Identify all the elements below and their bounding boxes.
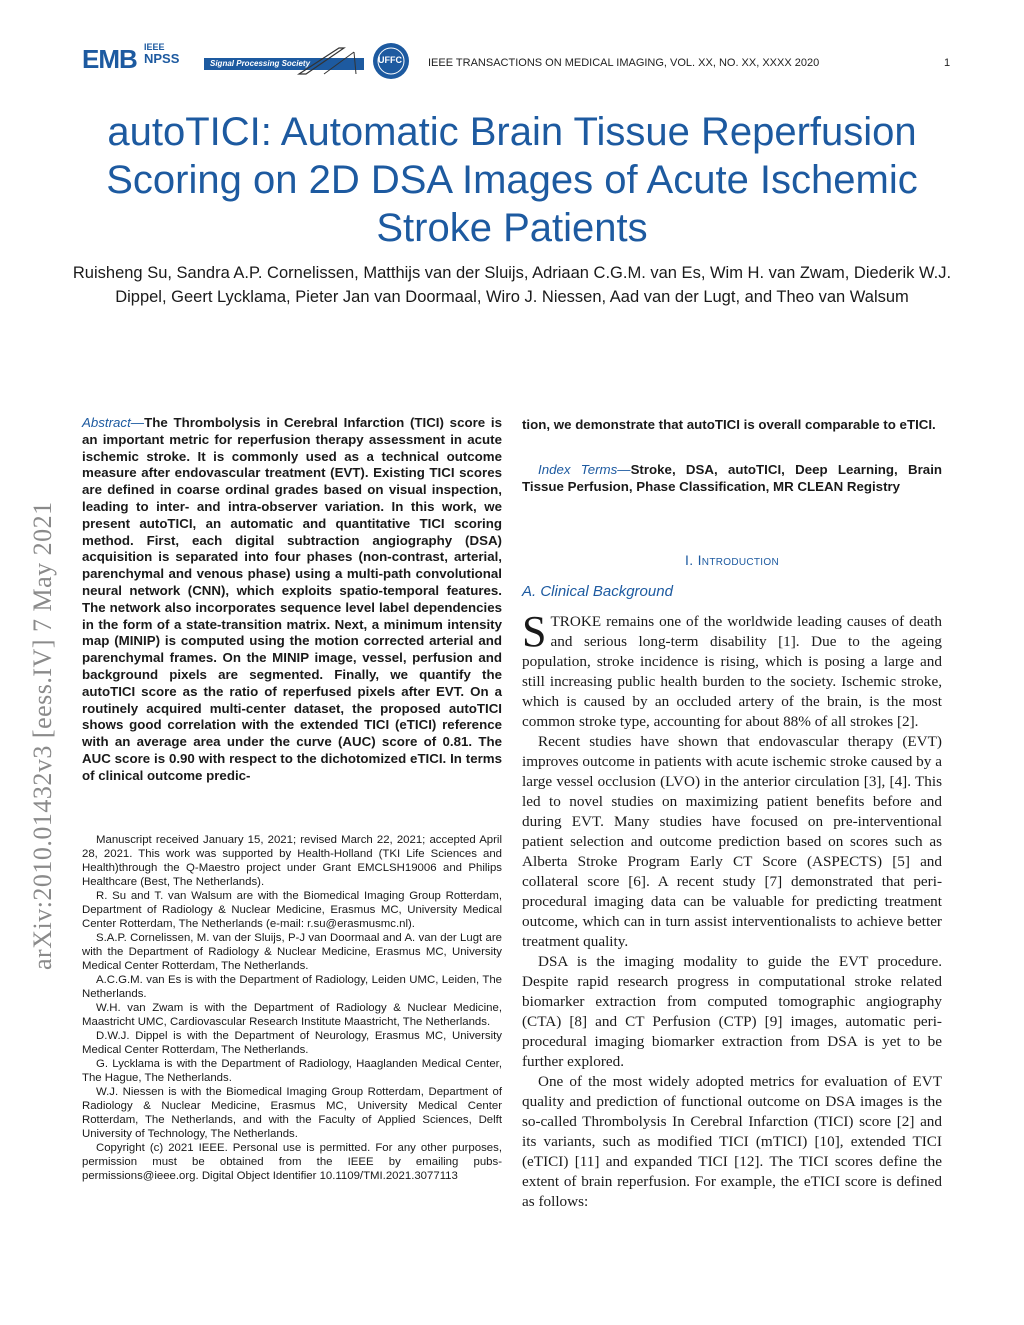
footnote-affiliation: R. Su and T. van Walsum are with the Biomedical Imaging Group Rotterdam, Department of Radiology & Nuclear Medicine, Erasmus MC, University Medical Center Rotterdam, The Netherlands (e-mail: r.su@erasmusmc.nl). <box>82 890 502 930</box>
footnotes <box>82 833 502 1183</box>
section-heading <box>522 552 942 568</box>
body-text <box>522 607 942 1212</box>
emb-logo: EMB <box>82 44 137 74</box>
paragraph: DSA is the imaging modality to guide the EVT procedure. Despite rapid research progress in computational stroke related biomarker extraction from computed tomographic angiography (CTA) [8] and CT Perfusion (CTP) [9] images, automatic peri-procedural imaging biomarker extraction from DSA is yet to be further explored. <box>522 953 942 1070</box>
paper-title: autoTICI: Automatic Brain Tissue Reperfusion Scoring on 2D DSA Images of Acute Ischemic Stroke Patients <box>106 110 918 250</box>
signal-processing-society-logo <box>204 44 374 80</box>
paragraph-text: remains one of the worldwide leading causes of death and serious long-term disability [1]. Due to the ageing population, stroke incidence is rising, which is posing a large and still increasing public health burden to the society. Ischemic stroke, which is caused by an occluded artery of the brain, is the most common stroke type, accounting for about 88% of all strokes [2]. <box>522 613 942 730</box>
abstract-label: Abstract— <box>82 415 145 430</box>
footnote-affiliation: A.C.G.M. van Es is with the Department of Radiology, Leiden UMC, Leiden, The Netherlands. <box>82 974 502 1000</box>
uffc-logo <box>372 42 410 80</box>
abstract-continuation: tion, we demonstrate that autoTICI is overall comparable to eTICI. <box>522 417 936 432</box>
lead-word: TROKE <box>550 613 602 630</box>
section-title: Introduction <box>697 552 779 568</box>
journal-running-header: IEEE TRANSACTIONS ON MEDICAL IMAGING, VOL. XX, NO. XX, XXXX 2020 <box>428 57 820 69</box>
index-terms <box>522 462 942 496</box>
sps-logo-text: Signal Processing Society <box>210 59 311 68</box>
author-list: Ruisheng Su, Sandra A.P. Cornelissen, Matthijs van der Sluijs, Adriaan C.G.M. van Es, Wim H. van Zwam, Diederik W.J. Dippel, Geert Lycklama, Pieter Jan van Doormaal, Wiro J. Niessen, Aad van der Lugt, and Theo van Walsum <box>72 264 952 306</box>
arxiv-stamp: arXiv:2010.01432v3 [eess.IV] 7 May 2021 <box>28 501 57 970</box>
ieee-npss-logo-line1: IEEE <box>144 42 165 52</box>
abstract <box>82 415 502 785</box>
footnote-affiliation: D.W.J. Dippel is with the Department of Neurology, Erasmus MC, University Medical Center Rotterdam, The Netherlands. <box>82 1030 502 1056</box>
footnote-affiliation: S.A.P. Cornelissen, M. van der Sluijs, P-J van Doormaal and A. van der Lugt are with the Department of Radiology & Nuclear Medicine, Erasmus MC, University Medical Center Rotterdam, The Netherlands. <box>82 932 502 972</box>
ieee-npss-logo <box>144 42 204 64</box>
page-number: 1 <box>944 57 951 69</box>
paragraph: One of the most widely adopted metrics for evaluation of EVT quality and prediction of functional outcome on DSA images is the so-called Thrombolysis In Cerebral Infarction (TICI) score [2] and its variants, such as modified TICI (mTICI) [10], extended TICI (eTICI) [11] and expanded TICI [12]. The TICI scores define the extent of brain reperfusion. For example, the eTICI score is defined as follows: <box>522 1073 942 1210</box>
drop-cap: S <box>522 607 547 656</box>
index-terms-label: Index Terms— <box>538 462 631 477</box>
index-terms-text: Stroke, DSA, autoTICI, Deep Learning, Brain Tissue Perfusion, Phase Classification, MR CLEAN Registry <box>522 462 943 494</box>
footnote-copyright: Copyright (c) 2021 IEEE. Personal use is permitted. For any other purposes, permission must be obtained from the IEEE by emailing pubs-permissions@ieee.org. Digital Object Identifier 10.1109/TMI.2021.3077113 <box>82 1142 502 1182</box>
abstract-text: The Thrombolysis in Cerebral Infarction (TICI) score is an important metric for reperfusion therapy assessment in acute ischemic stroke. It is commonly used as a technical outcome measure after endovascular treatment (EVT). Existing TICI scores are defined in coarse ordinal grades based on visual inspection, leading to inter- and intra-observer variation. In this work, we present autoTICI, an automatic and quantitative TICI scoring method. First, each digital subtraction angiography (DSA) acquisition is separated into four phases (non-contrast, arterial, parenchymal and venous phase) using a multi-path convolutional neural network (CNN), which exploits spatio-temporal features. The network also incorporates sequence level label dependencies in the form of a state-transition matrix. Next, a minimum intensity map (MINIP) is computed using the motion corrected arterial and parenchymal frames. On the MINIP image, vessel, perfusion and background pixels are segmented. Finally, we quantify the autoTICI score as the ratio of reperfused pixels after EVT. On a routinely acquired multi-center dataset, the proposed autoTICI shows good correlation with the extended TICI (eTICI) reference with an average area under the curve (AUC) score of 0.81. The AUC score is 0.90 with respect to the dichotomized eTICI. In terms of clinical outcome predic- <box>82 415 502 783</box>
paragraph: Recent studies have shown that endovascular therapy (EVT) improves outcome in patients with acute ischemic stroke caused by a large vessel occlusion (LVO) in the anterior circulation [3], [4]. This led to novel studies on maximizing patient benefits before and during EVT. Many studies have focused on pre-interventional patient selection and outcome prediction based on scores such as Alberta Stroke Program Early CT Score (ASPECTS) [5] and collateral score [6]. A recent study [7] demonstrated that peri-procedural imaging data can be valuable for predicting treatment outcome, which can in turn assist interventionalists to achieve better treatment quality. <box>522 733 942 950</box>
section-number: I. <box>685 552 694 568</box>
uffc-logo-text: UFFC <box>378 55 402 65</box>
ieee-npss-logo-line2: NPSS <box>144 51 180 66</box>
society-logos <box>82 40 412 82</box>
footnote-affiliation: G. Lycklama is with the Department of Radiology, Haaglanden Medical Center, The Hague, The Netherlands. <box>82 1058 502 1084</box>
footnote-manuscript: Manuscript received January 15, 2021; revised March 22, 2021; accepted April 28, 2021. This work was supported by Health-Holland (TKI Life Sciences and Health)through the Q-Maestro project under Grant EMCLSH19006 and Philips Healthcare (Best, The Netherlands). <box>82 834 502 888</box>
subsection-heading: A. Clinical Background <box>522 583 673 600</box>
footnote-affiliation: W.H. van Zwam is with the Department of Radiology & Nuclear Medicine, Maastricht UMC, Cardiovascular Research Institute Maastricht, The Netherlands. <box>82 1002 502 1028</box>
paragraph <box>522 607 942 732</box>
footnote-affiliation: W.J. Niessen is with the Biomedical Imaging Group Rotterdam, Department of Radiology & Nuclear Medicine, Erasmus MC, University Medical Center Rotterdam, The Netherlands, and with the Faculty of Applied Sciences, Delft University of Technology, The Netherlands. <box>82 1086 502 1140</box>
